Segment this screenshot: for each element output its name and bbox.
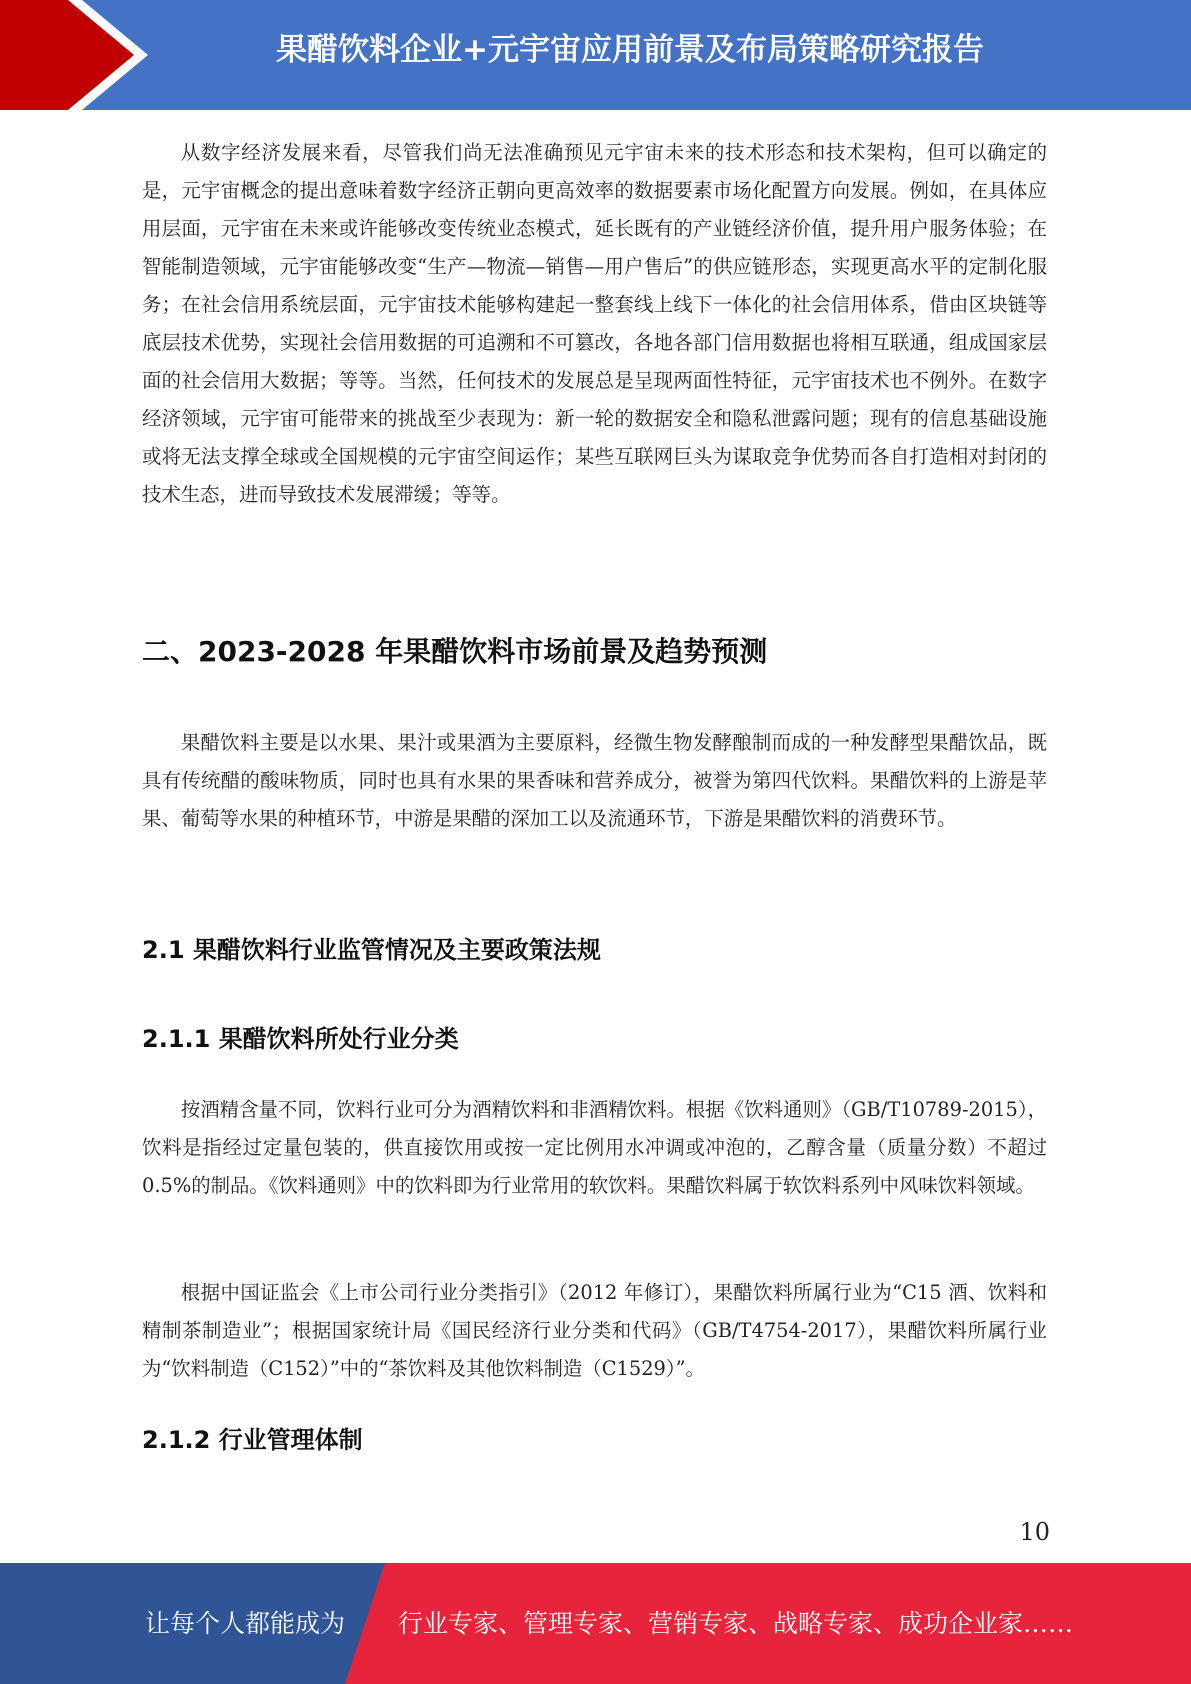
section-2-paragraph: 果醋饮料主要是以水果、果汁或果酒为主要原料，经微生物发酵酿制而成的一种发酵型果醋饮品，既具有传统醋的酸味物质，同时也具有水果的果香味和营养成分，被誉为第四代饮料。果醋饮料的上游是苹果、葡萄等水果的种植环节，中游是果醋的深加工以及流通环节，下游是果醋饮料的消费环节。 [142, 731, 1047, 830]
footer-slogan-left: 让每个人都能成为 [145, 1609, 346, 1638]
section-2-1-1-body-1 [142, 1091, 1047, 1205]
intro-section [142, 134, 1047, 514]
intro-paragraph: 从数字经济发展来看，尽管我们尚无法准确预见元宇宙未来的技术形态和技术架构，但可以确定的是，元宇宙概念的提出意味着数字经济正朝向更高效率的数据要素市场化配置方向发展。例如，在具体应用层面，元宇宙在未来或许能够改变传统业态模式，延长既有的产业链经济价值，提升用户服务体验；在智能制造领域，元宇宙能够改变“生产—物流—销售—用户售后”的供应链形态，实现更高水平的定制化服务；在社会信用系统层面，元宇宙技术能够构建起一整套线上线下一体化的社会信用体系，借由区块链等底层技术优势，实现社会信用数据的可追溯和不可篡改，各地各部门信用数据也将相互联通，组成国家层面的社会信用大数据；等等。当然，任何技术的发展总是呈现两面性特征，元宇宙技术也不例外。在数字经济领域，元宇宙可能带来的挑战至少表现为：新一轮的数据安全和隐私泄露问题；现有的信息基础设施或将无法支撑全球或全国规模的元宇宙空间运作；某些互联网巨头为谋取竞争优势而各自打造相对封闭的技术生态，进而导致技术发展滞缓；等等。 [142, 141, 1047, 506]
report-title: 果醋饮料企业+元宇宙应用前景及布局策略研究报告 [276, 32, 984, 68]
section-2-heading: 二、2023-2028 年果醋饮料市场前景及趋势预测 [142, 635, 768, 668]
section-2-1-2-heading: 2.1.2 行业管理体制 [142, 1426, 363, 1454]
section-2-1-heading: 2.1 果醋饮料行业监管情况及主要政策法规 [142, 936, 601, 964]
section-2-body [142, 724, 1047, 838]
footer-slogan-right: 行业专家、管理专家、营销专家、战略专家、成功企业家…… [398, 1609, 1074, 1638]
page-footer [0, 1563, 1191, 1684]
header-arrow-decoration [0, 0, 160, 110]
page-header [0, 0, 1191, 110]
section-2-1-1-body-2 [142, 1274, 1047, 1388]
section-2-1-1-paragraph-2: 根据中国证监会《上市公司行业分类指引》（2012 年修订），果醋饮料所属行业为“C15 酒、饮料和精制茶制造业”；根据国家统计局《国民经济行业分类和代码》（GB/T4754-2017），果醋饮料所属行业为“饮料制造（C152）”中的“茶饮料及其他饮料制造（C1529）”。 [142, 1281, 1047, 1380]
section-2-1-1-paragraph-1: 按酒精含量不同，饮料行业可分为酒精饮料和非酒精饮料。根据《饮料通则》（GB/T10789-2015），饮料是指经过定量包装的，供直接饮用或按一定比例用水冲调或冲泡的，乙醇含量（质量分数）不超过 0.5%的制品。《饮料通则》中的饮料即为行业常用的软饮料。果醋饮料属于软饮料系列中风味饮料领域。 [142, 1098, 1047, 1197]
page-number: 10 [1019, 1518, 1050, 1546]
section-2-1-1-heading: 2.1.1 果醋饮料所处行业分类 [142, 1025, 459, 1053]
